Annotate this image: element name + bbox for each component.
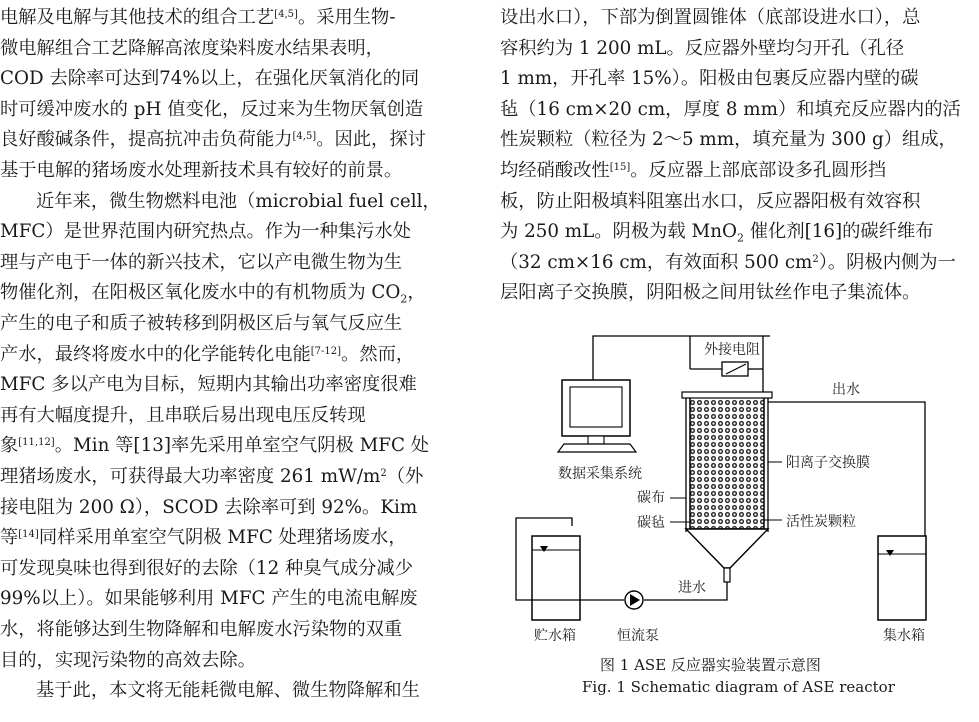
text-line: 良好酸碱条件，提高抗冲击负荷能力[4,5]。因此，探讨 bbox=[0, 129, 426, 151]
figure-caption-cn: 图 1 ASE 反应器实验装置示意图 bbox=[600, 656, 821, 674]
text-line: 象[11,12]。Min 等[13]率先采用单室空气阴极 MFC 处 bbox=[0, 435, 430, 457]
text-line: 微电解组合工艺降解高浓度染料废水结果表明， bbox=[0, 37, 384, 59]
text-line: 1 mm，开孔率 15%）。阳极由包裹反应器内壁的碳 bbox=[500, 68, 919, 90]
text-line: 电解及电解与其他技术的组合工艺[4,5]。采用生物- bbox=[0, 7, 396, 28]
text-line: 99%以上）。如果能够利用 MFC 产生的电流电解废 bbox=[0, 588, 418, 610]
text-line: COD 去除率可达到74%以上，在强化厌氧消化的同 bbox=[0, 68, 420, 90]
figure-ase-reactor bbox=[500, 322, 979, 712]
text-line: 设出水口），下部为倒置圆锥体（底部设进水口），总 bbox=[500, 7, 921, 28]
text-line: MFC 多以产电为目标，短期内其输出功率密度很难 bbox=[0, 374, 417, 396]
figure-caption-en: Fig. 1 Schematic diagram of ASE reactor bbox=[582, 678, 895, 696]
carbon-felt-label: 碳毡 bbox=[637, 515, 665, 531]
text-line: 等[14]同样采用单室空气阴极 MFC 处理猪场废水， bbox=[0, 527, 407, 549]
text-line: 物催化剂，在阳极区氧化废水中的有机物质为 $CO_2$， bbox=[0, 282, 426, 307]
reactor-vessel bbox=[682, 392, 772, 582]
text-line: 再有大幅度提升，且串联后易出现电压反转现 bbox=[0, 404, 366, 426]
text-line: 目的，实现污染物的高效去除。 bbox=[0, 649, 256, 671]
text-line: 均经硝酸改性[15]。反应器上部底部设多孔圆形挡 bbox=[500, 160, 887, 181]
text-line: 水，将能够达到生物降解和电解废水污染物的双重 bbox=[0, 619, 403, 640]
collection-tank-label: 集水箱 bbox=[883, 628, 925, 644]
text-line: 为 250 mL。阴极为载 MnO$_2$ 催化剂[16]的碳纤维布 bbox=[500, 221, 934, 245]
membrane-label: 阳离子交换膜 bbox=[786, 455, 870, 471]
text-line: 时可缓冲废水的 pH 值变化，反过来为生物厌氧创造 bbox=[0, 98, 424, 120]
text-line: （32 cm×16 cm，有效面积 500 $cm^2$）。阴极内侧为一 bbox=[500, 251, 956, 273]
text-line: 近年来，微生物燃料电池（microbial fuel cell， bbox=[36, 190, 441, 212]
activated-carbon-label: 活性炭颗粒 bbox=[786, 514, 856, 530]
text-line: 层阳离子交换膜，阴阳极之间用钛丝作电子集流体。 bbox=[500, 282, 921, 304]
pump-icon bbox=[625, 591, 643, 609]
text-line: 产生的电子和质子被转移到阴极区后与氧气反应生 bbox=[0, 313, 403, 334]
text-line: 毡（16 cm×20 cm，厚度 8 mm）和填充反应器内的活 bbox=[500, 98, 961, 120]
storage-tank-label: 贮水箱 bbox=[534, 628, 576, 644]
computer-icon bbox=[558, 380, 636, 452]
pump-label: 恒流泵 bbox=[617, 628, 659, 644]
resistor-label: 外接电阻 bbox=[704, 342, 760, 358]
text-line: 基于此，本文将无能耗微电解、微生物降解和生 bbox=[36, 680, 420, 702]
reactor-schematic bbox=[500, 322, 979, 652]
outlet-label: 出水 bbox=[832, 382, 860, 398]
text-line: 可发现臭味也得到很好的去除（12 种臭气成分减少 bbox=[0, 557, 413, 579]
collection-tank bbox=[878, 536, 926, 620]
text-line: 理与产电于一体的新兴技术，它以产电微生物为生 bbox=[0, 251, 403, 273]
text-line: 接电阻为 200 Ω），SCOD 去除率可到 92%。Kim bbox=[0, 496, 418, 518]
text-line: 产水，最终将废水中的化学能转化电能[7-12]。然而， bbox=[0, 343, 415, 365]
storage-tank bbox=[532, 536, 580, 620]
text-line: 板，防止阳极填料阻塞出水口，反应器阳极有效容积 bbox=[500, 190, 921, 212]
text-line: MFC）是世界范围内研究热点。作为一种集污水处 bbox=[0, 221, 412, 243]
text-line: 理猪场废水，可获得最大功率密度 261 $mW/m^2$（外 bbox=[0, 466, 424, 487]
daq-label: 数据采集系统 bbox=[558, 466, 642, 482]
carbon-cloth-label: 碳布 bbox=[637, 490, 665, 506]
inlet-label: 进水 bbox=[678, 580, 706, 596]
text-line: 性炭颗粒（粒径为 2～5 mm，填充量为 300 g）组成， bbox=[500, 129, 957, 151]
text-line: 基于电解的猪场废水处理新技术具有较好的前景。 bbox=[0, 160, 403, 181]
text-line: 容积约为 1 200 mL。反应器外壁均匀开孔（孔径 bbox=[500, 37, 905, 59]
